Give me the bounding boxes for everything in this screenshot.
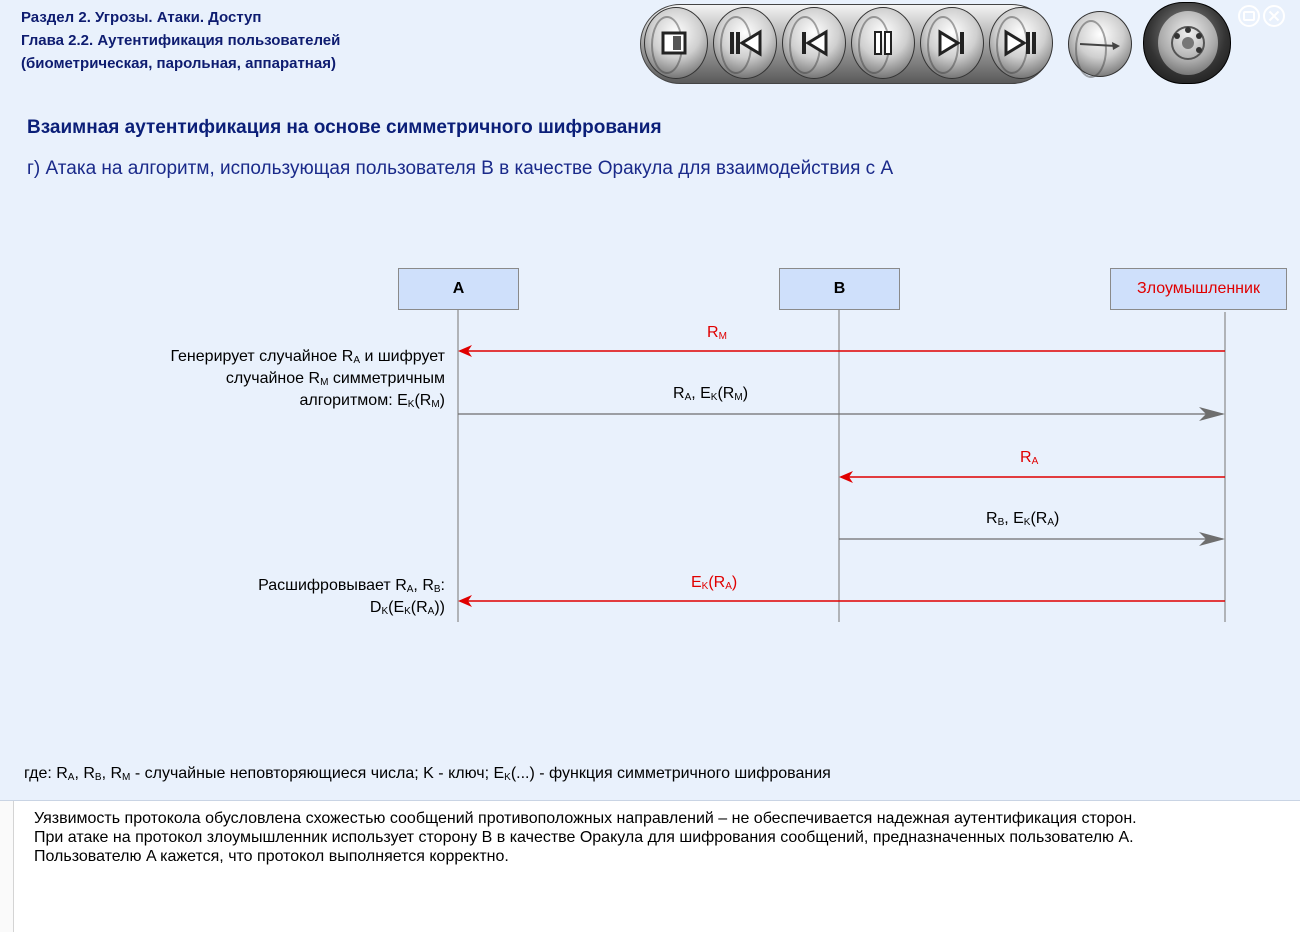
chapter-title: Глава 2.2. Аутентификация пользователей <box>21 32 341 49</box>
first-slide-icon <box>728 29 762 57</box>
info-panel <box>0 800 1300 932</box>
slide-subtitle: г) Атака на алгоритм, использующая пользователя В в качестве Оракула для взаимодействия с А <box>27 158 894 179</box>
actor-a-label: A <box>452 280 465 297</box>
info-panel-gutter <box>0 801 14 932</box>
msg-label-m4: $R_B$, $E_K(R_A)$ <box>986 510 1060 528</box>
chapter-subtitle: (биометрическая, парольная, аппаратная) <box>21 55 336 72</box>
actor-intruder <box>1110 268 1287 310</box>
note-a-generate: Генерирует случайное $R_A$ и шифрует случайное $R_M$ симметричным алгоритмом: $E_K(R_M)$ <box>170 348 445 410</box>
msg-label-m1: $R_M$ <box>707 324 727 342</box>
info-text <box>34 809 1234 866</box>
actor-b-label: B <box>833 280 846 297</box>
actor-b <box>779 268 900 310</box>
actor-intruder-label: Злоумышленник <box>1137 280 1260 297</box>
slide-title: Взаимная аутентификация на основе симметричного шифрования <box>27 117 662 138</box>
contents-icon <box>661 30 691 56</box>
msg-label-m5: $E_K(R_A)$ <box>691 574 738 592</box>
legend: где: $R_A$, $R_B$, $R_M$ - случайные неповторяющиеся числа; K - ключ; $E_K(...)$ - функция симметричного шифрования <box>24 765 831 783</box>
previous-slide-icon <box>799 29 829 57</box>
info-paragraph-2: При атаке на протокол злоумышленник использует сторону B в качестве Оракула для шифрования сообщений, предназначенных пользователю A. Пользователю A кажется, что протокол выполняется корректно. <box>34 829 1134 865</box>
last-slide-icon <box>1004 29 1038 57</box>
msg-label-m2: $R_A$, $E_K(R_M)$ <box>673 385 749 403</box>
section-title: Раздел 2. Угрозы. Атаки. Доступ <box>21 9 262 26</box>
actor-a <box>398 268 519 310</box>
next-slide-icon <box>937 29 967 57</box>
navigate-icon <box>1078 34 1122 54</box>
msg-label-m3: $R_A$ <box>1020 449 1039 467</box>
pause-icon <box>872 29 894 57</box>
info-paragraph-1: Уязвимость протокола обусловлена схожестью сообщений противоположных направлений – не обеспечивается надежная аутентификация сторон. <box>34 810 1137 827</box>
note-a-decrypt: Расшифровывает $R_A$, $R_B$: $D_K(E_K(R_A))$ <box>258 577 445 617</box>
